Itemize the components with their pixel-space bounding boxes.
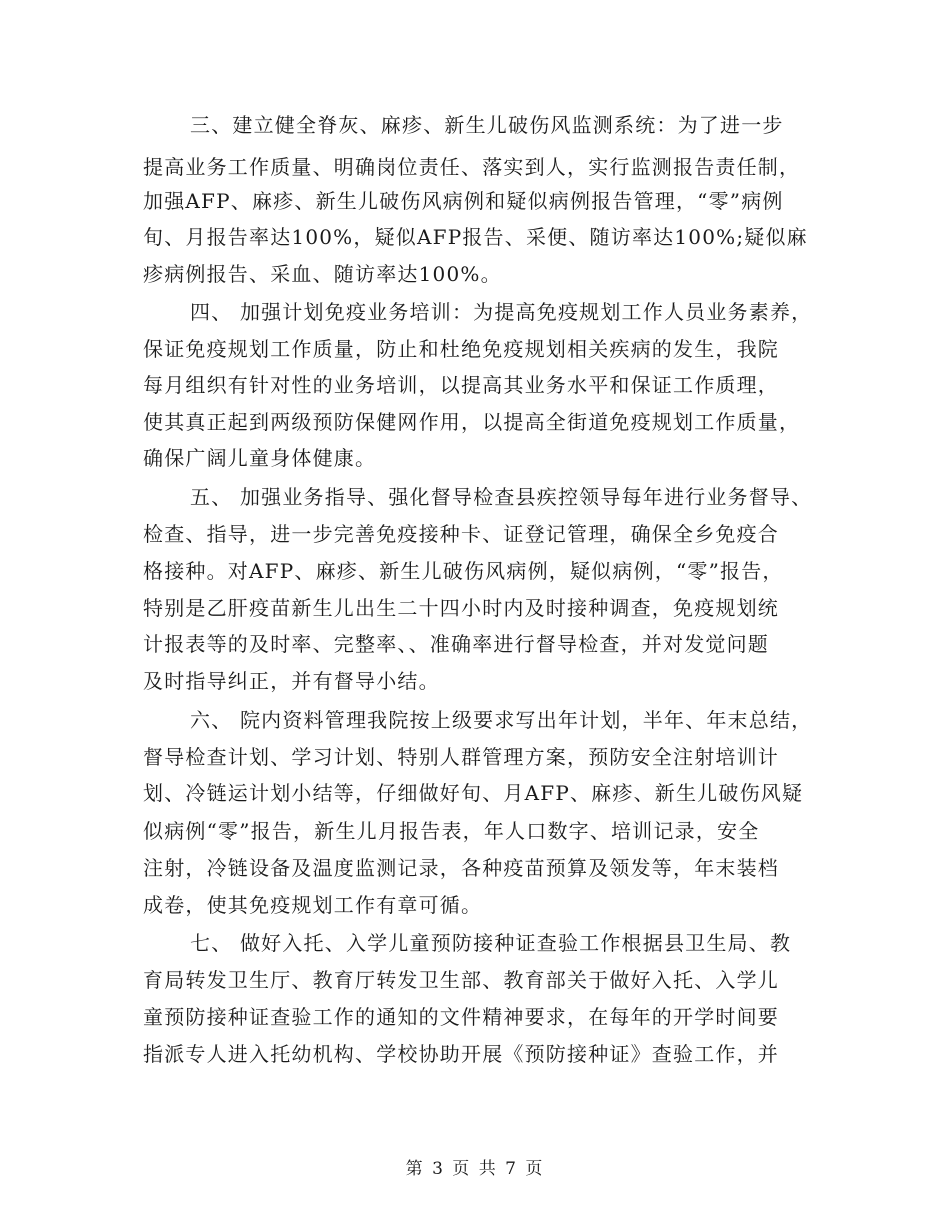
- text-line: 及时指导纠正，并有督导小结。: [143, 669, 440, 693]
- text-line: 特别是乙肝疫苗新生儿出生二十四小时内及时接种调查，免疫规划统: [143, 596, 779, 620]
- text-line: 划、冷链运计划小结等，仔细做好旬、月AFP、麻疹、新生儿破伤风疑: [143, 781, 804, 805]
- text-line: 成卷，使其免疫规划工作有章可循。: [143, 893, 483, 917]
- text-line: 确保广阔儿童身体健康。: [143, 446, 377, 470]
- text-line: 每月组织有针对性的业务培训，以提高其业务水平和保证工作质理，: [143, 373, 779, 397]
- text-line: 七、 做好入托、入学儿童预防接种证查验工作根据县卫生局、教: [190, 931, 792, 955]
- text-line: 加强AFP、麻疹、新生儿破伤风病例和疑似病例报告管理，“零”病例: [143, 189, 784, 213]
- text-line: 保证免疫规划工作质量，防止和杜绝免疫规划相关疾病的发生，我院: [143, 337, 779, 361]
- text-line: 三、建立健全脊灰、麻疹、新生儿破伤风监测系统：为了进一步: [190, 113, 784, 137]
- text-line: 检查、指导，进一步完善免疫接种卡、证登记管理，确保全乡免疫合: [143, 522, 779, 546]
- text-line: 指派专人进入托幼机构、学校协助开展《预防接种证》查验工作，并: [143, 1042, 779, 1066]
- text-line: 童预防接种证查验工作的通知的文件精神要求，在每年的开学时间要: [143, 1005, 779, 1029]
- text-line: 使其真正起到两级预防保健网作用，以提高全街道免疫规划工作质量，: [143, 410, 801, 434]
- text-line: 似病例“零”报告，新生儿月报告表，年人口数字、培训记录，安全: [143, 819, 760, 843]
- page-number-footer: 第 3 页 共 7 页: [405, 1159, 545, 1179]
- text-line: 五、 加强业务指导、强化督导检查县疾控领导每年进行业务督导、: [190, 485, 813, 509]
- text-line: 督导检查计划、学习计划、特别人群管理方案，预防安全注射培训计: [143, 745, 779, 769]
- text-line: 四、 加强计划免疫业务培训：为提高免疫规划工作人员业务素养，: [190, 300, 813, 324]
- text-line: 育局转发卫生厅、教育厅转发卫生部、教育部关于做好入托、入学儿: [143, 968, 779, 992]
- text-line: 提高业务工作质量、明确岗位责任、落实到人，实行监测报告责任制，: [143, 155, 801, 179]
- text-line: 旬、月报告率达100%，疑似AFP报告、采便、随访率达100%;疑似麻: [143, 225, 808, 249]
- text-line: 格接种。对AFP、麻疹、新生儿破伤风病例，疑似病例，“零”报告，: [143, 559, 784, 583]
- text-line: 疹病例报告、采血、随访率达100%。: [143, 262, 502, 286]
- text-line: 注射，冷链设备及温度监测记录，各种疫苗预算及领发等，年末装档: [143, 856, 779, 880]
- text-line: 计报表等的及时率、完整率、、准确率进行督导检查，并对发觉问题: [143, 632, 769, 656]
- text-line: 六、 院内资料管理我院按上级要求写出年计划，半年、年末总结，: [190, 708, 813, 732]
